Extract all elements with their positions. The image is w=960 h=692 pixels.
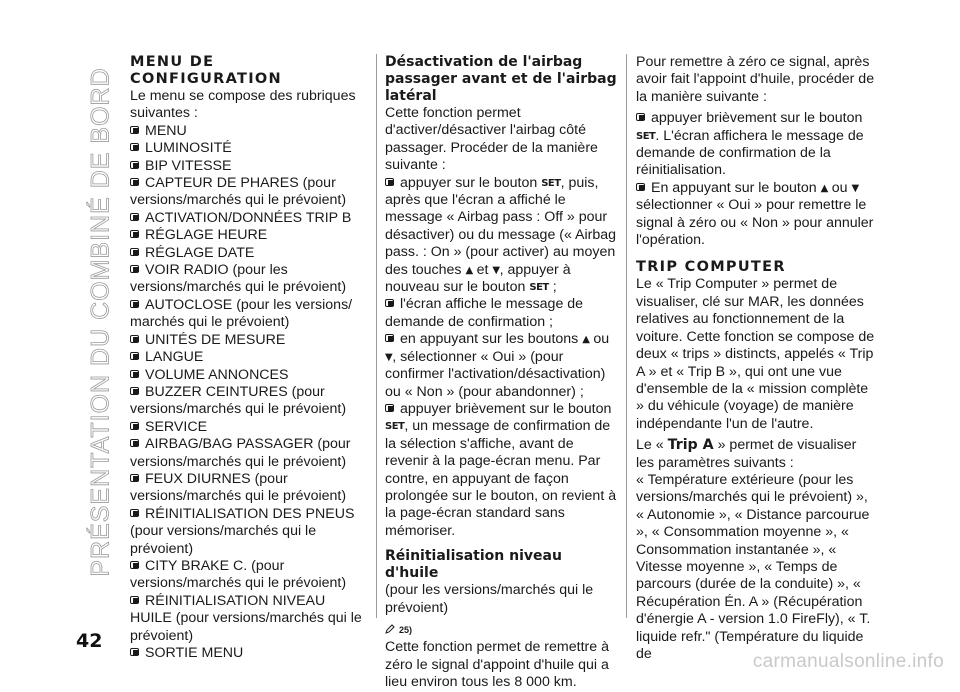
menu-list-item: RÉINITIALISATION DES PNEUS (pour versions/marchés qui le prévoient) xyxy=(130,505,355,557)
menu-list-item: MENU xyxy=(130,123,362,140)
chapter-side-title: PRÉSENTATION DU COMBINÉ DE BORD xyxy=(86,67,115,577)
up-button-icon: ▲ xyxy=(820,182,828,194)
note-pencil-icon xyxy=(385,624,395,634)
column-1 xyxy=(130,54,362,662)
airbag-step-1: appuyer sur le bouton SET, puis, après que l'écran a affiché le message « Airbag pass : Off » pour désactiver) ou du message (« Airbag pass. : On » (pour activer) au moyen des touches ▲ et ▼, appuyer à nouveau sur le bouton SET ; xyxy=(385,174,617,296)
up-button-icon: ▲ xyxy=(582,334,590,346)
watermark: carmanualsonline.info xyxy=(752,651,944,672)
menu-items-list xyxy=(130,123,362,663)
set-button-icon: SET xyxy=(529,282,549,294)
menu-list-item: SERVICE xyxy=(130,419,362,436)
menu-list-item: AIRBAG/BAG PASSAGER (pour versions/marchés qui le prévoient) xyxy=(130,436,351,470)
bullet-icon xyxy=(130,370,141,379)
section-heading-menu-configuration: MENU DE CONFIGURATION xyxy=(130,54,282,87)
menu-list-item: FEUX DIURNES (pour versions/marchés qui le prévoient) xyxy=(130,470,347,505)
oil-reset-intro: Pour remettre à zéro ce signal, après avoir fait l'appoint d'huile, procéder de la manière suivante : xyxy=(636,54,875,105)
bullet-icon xyxy=(385,404,396,413)
note-reference: 25) xyxy=(385,621,617,639)
bullet-icon xyxy=(385,334,396,343)
bullet-icon xyxy=(130,648,141,657)
menu-list-item: RÉGLAGE DATE xyxy=(130,245,362,262)
bullet-icon xyxy=(130,335,141,344)
bullet-icon xyxy=(130,248,141,257)
page-number: 42 xyxy=(76,630,103,652)
menu-list-item: AUTOCLOSE (pour les versions/ marchés qui le prévoient) xyxy=(130,296,353,331)
menu-list-item: VOLUME ANNONCES xyxy=(130,367,362,384)
bullet-icon xyxy=(636,183,647,192)
bullet-icon xyxy=(130,561,141,570)
bullet-icon xyxy=(385,299,396,308)
bullet-icon xyxy=(130,596,141,605)
airbag-step-4: appuyer brièvement sur le bouton SET, un message de confirmation de la sélection s'affiche, avant de revenir à la page-écran menu. Par contre, en appuyant de façon prolongée sur le bouton, on revient à la page-écran standard sans mémoriser. xyxy=(385,400,617,539)
menu-list-item: LUMINOSITÉ xyxy=(130,140,362,157)
set-button-icon: SET xyxy=(636,130,656,142)
bullet-icon xyxy=(130,230,141,239)
menu-list-item: BIP VITESSE xyxy=(130,158,362,175)
bullet-icon xyxy=(130,213,141,222)
menu-list-item: VOIR RADIO (pour les versions/marchés qui le prévoient) xyxy=(130,262,347,296)
airbag-step-3: en appuyant sur les boutons ▲ ou ▼, sélectionner « Oui » (pour confirmer l'activation/désactivation) ou « Non » (pour abandonner) ; xyxy=(385,331,610,400)
set-button-icon: SET xyxy=(385,421,405,433)
column-separator xyxy=(626,54,627,618)
up-button-icon: ▲ xyxy=(465,264,473,276)
oil-step-1: appuyer brièvement sur le bouton SET. L'écran affichera le message de demande de confirmation de la réinitialisation. xyxy=(636,110,864,179)
airbag-intro: Cette fonction permet d'activer/désactiver l'airbag côté passager. Procéder de la manière suivante : xyxy=(385,105,598,174)
trip-a-intro: Le « Trip A » permet de visualiser les paramètres suivants : xyxy=(636,437,857,471)
down-button-icon: ▼ xyxy=(851,182,859,194)
section-heading-trip-computer: TRIP COMPUTER xyxy=(636,259,786,276)
menu-list-item: LANGUE xyxy=(130,349,362,366)
menu-list-item: ACTIVATION/DONNÉES TRIP B xyxy=(130,210,362,227)
oil-reset-availability: (pour les versions/marchés qui le prévoient) xyxy=(385,582,594,616)
bullet-icon xyxy=(130,439,141,448)
bullet-icon xyxy=(130,352,141,361)
trip-a-parameters: « Température extérieure (pour les versions/marchés qui le prévoient) », « Autonomie », « Distance parcourue », « Consommation moyenne », « Consommation instantanée », « Vitesse moyenne », « Temps de parcours (durée de la conduite) », « Récupération Én. A » (Récupération d'énergie A - version 1.0 FireFly), « T. liquide refr." (Température du liquide de xyxy=(636,471,871,662)
bullet-icon xyxy=(385,178,396,187)
oil-step-2: En appuyant sur le bouton ▲ ou ▼ sélectionner « Oui » pour remettre le signal à zéro ou « Non » pour annuler l'opération. xyxy=(636,179,874,249)
bullet-icon xyxy=(130,387,141,396)
column-3 xyxy=(636,54,878,663)
bullet-icon xyxy=(130,300,141,309)
menu-list-item: RÉGLAGE HEURE xyxy=(130,227,362,244)
menu-list-item: CAPTEUR DE PHARES (pour versions/marchés qui le prévoient) xyxy=(130,175,347,209)
menu-list-item: RÉINITIALISATION NIVEAU HUILE (pour versions/marchés qui le prévoient) xyxy=(130,592,362,644)
down-button-icon: ▼ xyxy=(492,264,500,276)
oil-reset-paragraph: Cette fonction permet de remettre à zéro le signal d'appoint d'huile qui a lieu environ tous les 8 000 km. xyxy=(385,639,609,691)
trip-computer-paragraph: Le « Trip Computer » permet de visualiser, clé sur MAR, les données relatives au fonctionnement de la voiture. Cette fonction se compose de deux « trips » distincts, appelés « Trip A » et « Trip B », qui ont une vue d'ensemble de la « mission complète » du véhicule (voyage) de manière indépendante l'un de l'autre. xyxy=(636,276,875,432)
bullet-icon xyxy=(130,143,141,152)
menu-list-item: SORTIE MENU xyxy=(130,645,362,662)
bullet-icon xyxy=(130,474,141,483)
section-heading-oil-reset: Réinitialisation niveau d'huile xyxy=(385,548,562,582)
bullet-icon xyxy=(130,265,141,274)
bullet-icon xyxy=(636,113,647,122)
down-button-icon: ▼ xyxy=(385,351,393,363)
menu-list-item: BUZZER CEINTURES (pour versions/marchés qui le prévoient) xyxy=(130,383,347,418)
bullet-icon xyxy=(130,161,141,170)
bullet-icon xyxy=(130,422,141,431)
bullet-icon xyxy=(130,509,141,518)
bullet-icon xyxy=(130,178,141,187)
menu-intro: Le menu se compose des rubriques suivantes : xyxy=(130,88,356,122)
set-button-icon: SET xyxy=(541,177,561,189)
section-heading-airbag: Désactivation de l'airbag passager avant et de l'airbag latéral xyxy=(385,54,617,104)
column-2 xyxy=(385,54,617,692)
bullet-icon xyxy=(130,126,141,135)
menu-list-item: UNITÉS DE MESURE xyxy=(130,332,362,349)
column-separator xyxy=(376,54,377,618)
menu-list-item: CITY BRAKE C. (pour versions/marchés qui le prévoient) xyxy=(130,557,347,592)
airbag-step-2: l'écran affiche le message de demande de confirmation ; xyxy=(385,296,584,330)
